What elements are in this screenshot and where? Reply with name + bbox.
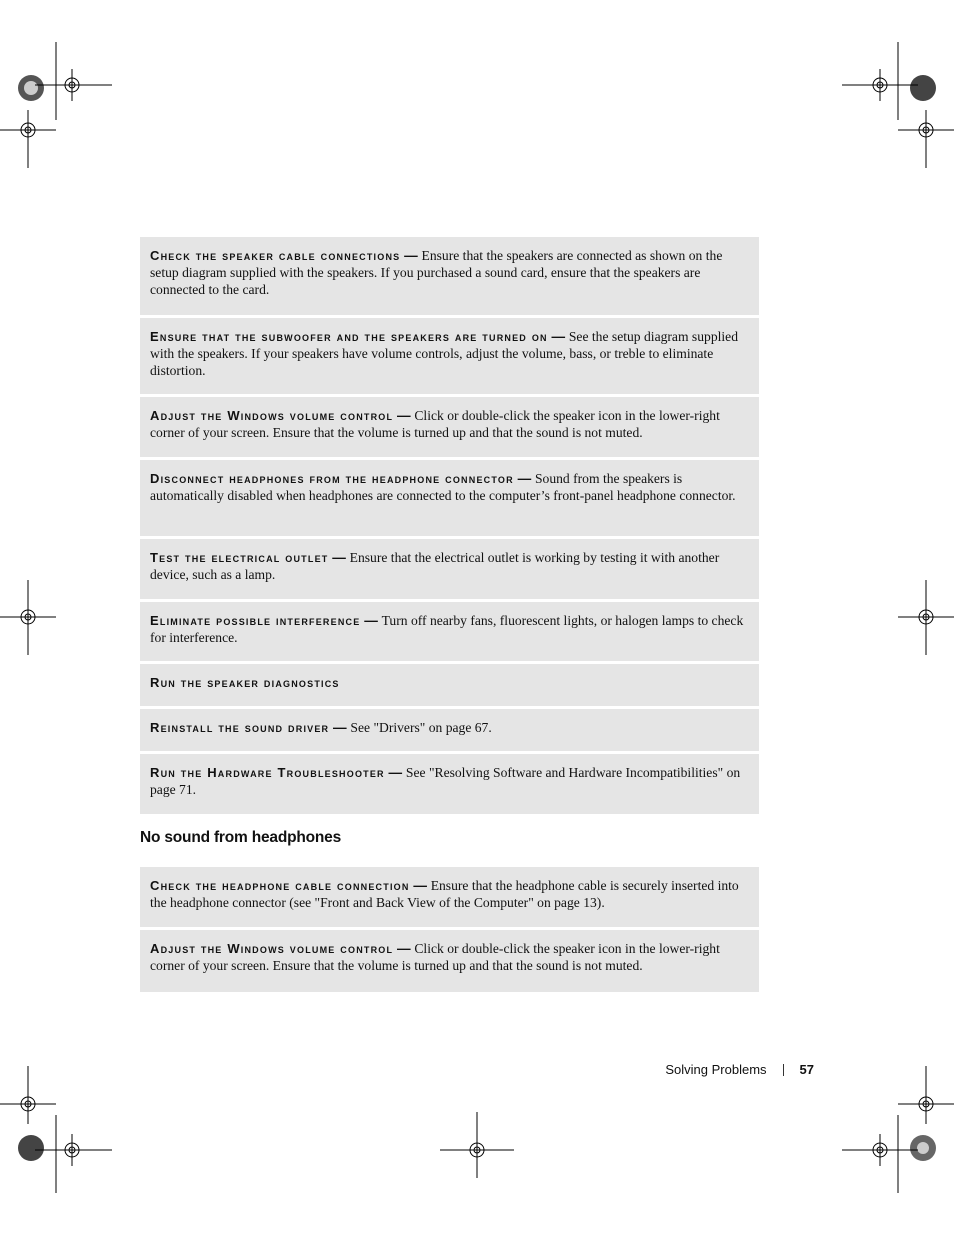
block-heading: Run the speaker diagnostics	[150, 675, 340, 690]
crop-mark-mid-left	[0, 580, 56, 655]
block-heading: Disconnect headphones from the headphone connector	[150, 471, 514, 486]
block-body: Ensure that the speakers are connected as shown on the setup diagram supplied with the speakers. If you purchased a sound card, ensure that the speakers are connected to the card.	[150, 248, 723, 297]
section-title: No sound from headphones	[140, 829, 342, 846]
block-heading: Test the electrical outlet	[150, 550, 329, 565]
block-body: See "Resolving Software and Hardware Incompatibilities" on page 71.	[150, 765, 741, 797]
block-body: Sound from the speakers is automatically disabled when headphones are connected to the computer’s front-panel headphone connector.	[150, 471, 736, 503]
block-heading: Adjust the Windows volume control	[150, 408, 394, 423]
page-number: 57	[799, 1062, 814, 1077]
block-separator: —	[328, 550, 350, 565]
crop-mark-mid-right	[898, 580, 954, 655]
block-heading: Check the headphone cable connection	[150, 878, 410, 893]
block-separator: —	[409, 878, 431, 893]
block-body: Ensure that the electrical outlet is working by testing it with another device, such as a lamp.	[150, 550, 720, 582]
block-body: Click or double-click the speaker icon in the lower-right corner of your screen. Ensure that the volume is turned up and that the sound is not muted.	[150, 408, 720, 440]
block-body: Ensure that the headphone cable is securely inserted into the headphone connector (see "Front and Back View of the Computer" on page 13).	[150, 878, 739, 910]
block-separator: —	[360, 613, 382, 628]
crop-mark-top-right	[842, 42, 954, 168]
footer-chapter: Solving Problems	[665, 1062, 767, 1077]
block-heading: Eliminate possible interference	[150, 613, 361, 628]
block-heading: Adjust the Windows volume control	[150, 941, 394, 956]
block-separator: —	[393, 408, 415, 423]
block-separator: —	[329, 720, 351, 735]
block-body: Click or double-click the speaker icon in the lower-right corner of your screen. Ensure that the volume is turned up and that the sound is not muted.	[150, 941, 720, 973]
block-heading: Reinstall the sound driver	[150, 720, 330, 735]
block-separator: —	[393, 941, 415, 956]
crop-mark-bottom-center	[440, 1112, 514, 1178]
block-separator: —	[384, 765, 406, 780]
block-heading: Check the speaker cable connections	[150, 248, 401, 263]
block-body: See "Drivers" on page 67.	[350, 720, 492, 735]
block-heading: Run the Hardware Troubleshooter	[150, 765, 385, 780]
block-separator: —	[547, 329, 569, 344]
block-heading: Ensure that the subwoofer and the speakers are turned on	[150, 329, 548, 344]
block-separator: —	[513, 471, 535, 486]
block-separator: —	[400, 248, 422, 263]
crop-mark-top-left	[0, 42, 112, 168]
crop-mark-bottom-left	[0, 1066, 112, 1193]
block-body: Turn off nearby fans, fluorescent lights, or halogen lamps to check for interference.	[150, 613, 744, 645]
crop-mark-bottom-right	[842, 1066, 954, 1193]
block-body: See the setup diagram supplied with the speakers. If your speakers have volume controls, adjust the volume, bass, or treble to eliminate distortion.	[150, 329, 739, 378]
